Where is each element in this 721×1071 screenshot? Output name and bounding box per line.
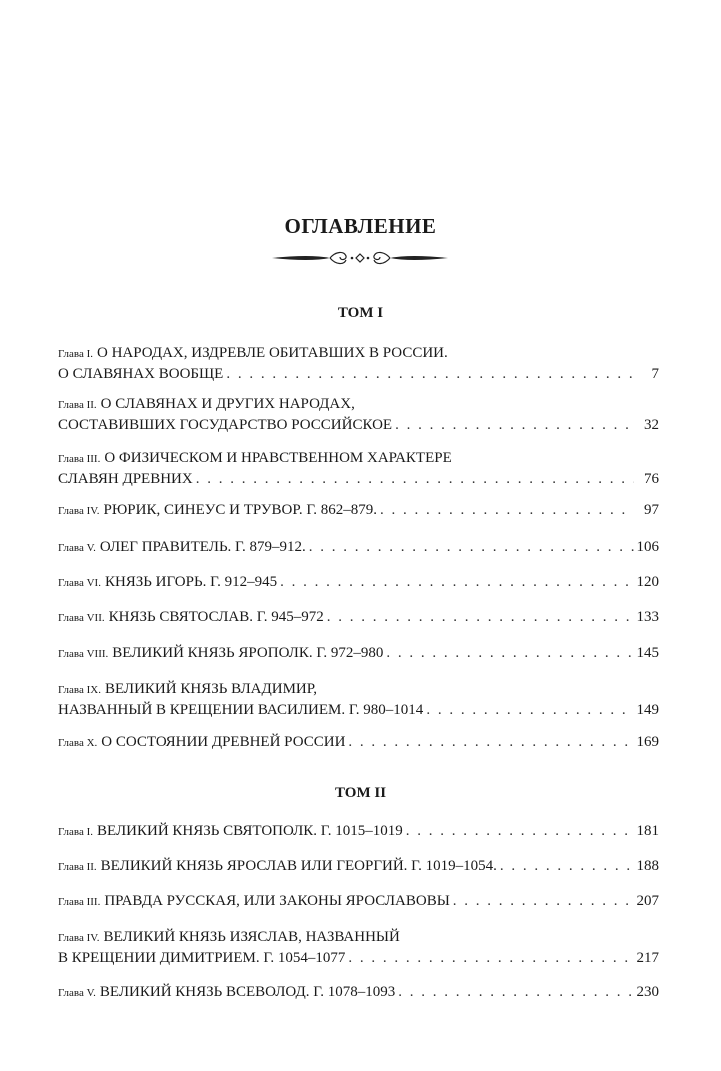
page-title: ОГЛАВЛЕНИЕ: [284, 214, 437, 238]
toc-line: [58, 643, 659, 664]
leader-dots: [386, 643, 633, 663]
toc-line: [58, 927, 659, 948]
toc-entry: [58, 537, 659, 558]
chapter-title: ВЕЛИКИЙ КНЯЗЬ ВСЕВОЛОД. Г. 1078–1093: [99, 984, 396, 1000]
page-number: 188: [636, 858, 659, 874]
toc-entry: [58, 982, 659, 1003]
toc-entry: [58, 394, 659, 435]
toc-entry: [58, 448, 659, 489]
chapter-title: О СЛАВЯНАХ ВООБЩЕ: [58, 366, 224, 382]
toc-line: [58, 679, 659, 700]
chapter-label: Глава VIII.: [58, 648, 109, 660]
leader-dots: [426, 700, 633, 720]
chapter-title: О НАРОДАХ, ИЗДРЕВЛЕ ОБИТАВШИХ В РОССИИ.: [97, 345, 448, 361]
page-number: 207: [636, 893, 659, 909]
chapter-title: РЮРИК, СИНЕУС И ТРУВОР. Г. 862–879.: [103, 502, 378, 518]
ornament-divider-icon: [270, 250, 450, 266]
chapter-label: Глава VI.: [58, 577, 101, 589]
toc-line: [58, 891, 659, 912]
chapter-label: Глава III.: [58, 453, 101, 465]
volume-heading: ТОМ II: [334, 785, 387, 801]
leader-dots: [348, 948, 633, 968]
page-number: 145: [636, 645, 659, 661]
toc-entry: [58, 732, 659, 753]
toc-line: [58, 572, 659, 593]
leader-dots: [406, 821, 634, 841]
page-number: 106: [636, 539, 659, 555]
leader-dots: [309, 537, 634, 557]
chapter-title: ОЛЕГ ПРАВИТЕЛЬ. Г. 879–912.: [99, 539, 306, 555]
chapter-title: СЛАВЯН ДРЕВНИХ: [58, 471, 193, 487]
toc-line: [58, 948, 659, 968]
leader-dots: [280, 572, 633, 592]
chapter-label: Глава III.: [58, 896, 101, 908]
toc-line: [58, 700, 659, 720]
leader-dots: [380, 500, 634, 520]
toc-entry: [58, 927, 659, 968]
chapter-title: ВЕЛИКИЙ КНЯЗЬ ИЗЯСЛАВ, НАЗВАННЫЙ: [103, 929, 400, 945]
chapter-title: О ФИЗИЧЕСКОМ И НРАВСТВЕННОМ ХАРАКТЕРЕ: [104, 450, 452, 466]
page-number: 169: [636, 734, 659, 750]
toc-entry: [58, 500, 659, 521]
leader-dots: [453, 891, 634, 911]
page-number: 217: [636, 950, 659, 966]
toc-line: [58, 343, 659, 364]
page-number: 133: [636, 609, 659, 625]
toc-entry: [58, 343, 659, 384]
chapter-label: Глава II.: [58, 399, 97, 411]
page-number: 149: [636, 702, 659, 718]
volume-heading: ТОМ I: [337, 305, 384, 321]
toc-entry: [58, 821, 659, 842]
toc-line: [58, 821, 659, 842]
toc-line: [58, 448, 659, 469]
chapter-label: Глава X.: [58, 737, 98, 749]
toc-line: [58, 856, 659, 877]
toc-entry: [58, 679, 659, 720]
toc-line: [58, 394, 659, 415]
leader-dots: [196, 469, 634, 489]
chapter-title: О СЛАВЯНАХ И ДРУГИХ НАРОДАХ,: [100, 396, 355, 412]
toc-entry: [58, 643, 659, 664]
page-number: 181: [636, 823, 659, 839]
leader-dots: [500, 856, 634, 876]
toc-line: [58, 415, 659, 435]
leader-dots: [327, 607, 634, 627]
leader-dots: [348, 732, 633, 752]
chapter-title: КНЯЗЬ СВЯТОСЛАВ. Г. 945–972: [108, 609, 324, 625]
chapter-label: Глава I.: [58, 826, 93, 838]
chapter-label: Глава IV.: [58, 505, 100, 517]
chapter-title: ВЕЛИКИЙ КНЯЗЬ СВЯТОПОЛК. Г. 1015–1019: [97, 823, 403, 839]
toc-line: [58, 537, 659, 558]
toc-entry: [58, 891, 659, 912]
chapter-label: Глава I.: [58, 348, 93, 360]
toc-line: [58, 982, 659, 1003]
toc-line: [58, 364, 659, 384]
chapter-label: Глава VII.: [58, 612, 105, 624]
chapter-label: Глава II.: [58, 861, 97, 873]
chapter-label: Глава V.: [58, 987, 96, 999]
chapter-title: ПРАВДА РУССКАЯ, ИЛИ ЗАКОНЫ ЯРОСЛАВОВЫ: [104, 893, 450, 909]
toc-line: [58, 469, 659, 489]
leader-dots: [395, 415, 634, 435]
chapter-title: ВЕЛИКИЙ КНЯЗЬ ВЛАДИМИР,: [104, 681, 317, 697]
chapter-title: НАЗВАННЫЙ В КРЕЩЕНИИ ВАСИЛИЕМ. Г. 980–1014: [58, 702, 424, 718]
chapter-label: Глава IV.: [58, 932, 100, 944]
leader-dots: [398, 982, 633, 1002]
chapter-title: ВЕЛИКИЙ КНЯЗЬ ЯРОПОЛК. Г. 972–980: [112, 645, 384, 661]
chapter-title: ВЕЛИКИЙ КНЯЗЬ ЯРОСЛАВ ИЛИ ГЕОРГИЙ. Г. 1019–1054.: [100, 858, 497, 874]
toc-line: [58, 607, 659, 628]
page-number: 97: [644, 502, 659, 518]
toc-entry: [58, 856, 659, 877]
chapter-title: В КРЕЩЕНИИ ДИМИТРИЕМ. Г. 1054–1077: [58, 950, 346, 966]
toc-entry: [58, 572, 659, 593]
leader-dots: [226, 364, 634, 384]
toc-entry: [58, 607, 659, 628]
toc-line: [58, 500, 659, 521]
chapter-label: Глава IX.: [58, 684, 101, 696]
page-number: 32: [644, 417, 659, 433]
chapter-title: КНЯЗЬ ИГОРЬ. Г. 912–945: [104, 574, 278, 590]
page-number: 7: [651, 366, 659, 382]
chapter-title: СОСТАВИВШИХ ГОСУДАРСТВО РОССИЙСКОЕ: [58, 417, 393, 433]
page-number: 76: [644, 471, 659, 487]
chapter-label: Глава V.: [58, 542, 96, 554]
chapter-title: О СОСТОЯНИИ ДРЕВНЕЙ РОССИИ: [101, 734, 346, 750]
page-number: 230: [636, 984, 659, 1000]
toc-line: [58, 732, 659, 753]
page-number: 120: [636, 574, 659, 590]
